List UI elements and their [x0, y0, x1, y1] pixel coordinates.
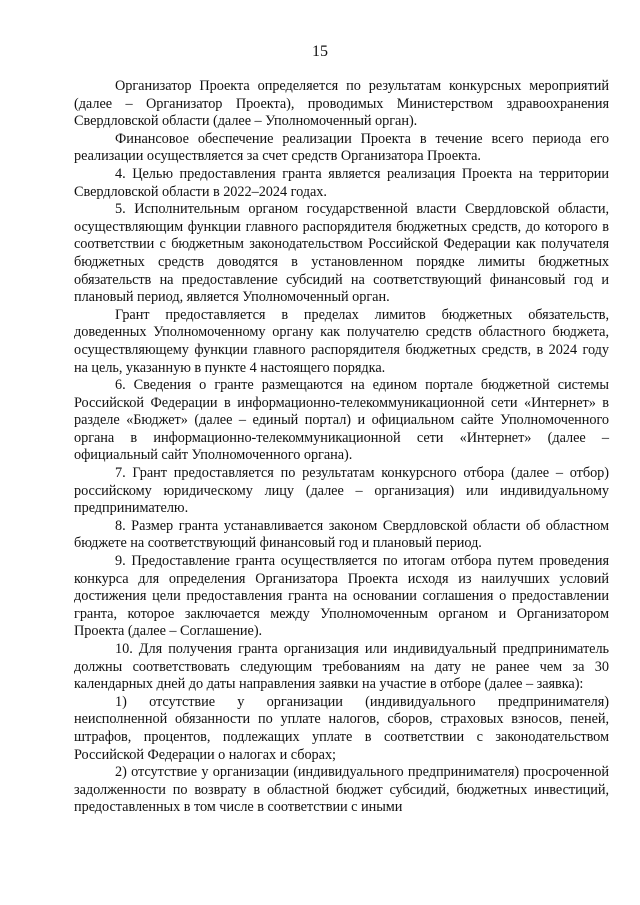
paragraph-subitem-1: 1) отсутствие у организации (индивидуального предпринимателя) неисполненной обязанности по уплате налогов, сборов, страховых взносов, пеней, штрафов, процентов, подлежащих уплате в соответствии с законодательством Российской Федерации о налогах и сборах;	[74, 693, 609, 763]
paragraph-item-9: 9. Предоставление гранта осуществляется по итогам отбора путем проведения конкурса для определения Организатора Проекта исходя из наилучших условий достижения цели предоставления гранта на основании соглашения о предоставлении гранта, которое заключается между Уполномоченным органом и Организатором Проекта (далее – Соглашение).	[74, 553, 609, 640]
paragraph-item-5: 5. Исполнительным органом государственной власти Свердловской области, осуществляющим функции главного распорядителя бюджетных средств, до которого в соответствии с бюджетным законодательством Российской Федерации как получателя бюджетных средств доводятся в установленном порядке лимиты бюджетных обязательств на предоставление субсидий на соответствующий финансовый год и плановый период, является Уполномоченный орган.	[74, 201, 609, 306]
paragraph-subitem-2: 2) отсутствие у организации (индивидуального предпринимателя) просроченной задолженности по возврату в областной бюджет субсидий, бюджетных инвестиций, предоставленных в том числе в соответствии с иными	[74, 764, 609, 816]
paragraph-item-6: 6. Сведения о гранте размещаются на едином портале бюджетной системы Российской Федерации в информационно-телекоммуникационной сети «Интернет» в разделе «Бюджет» (далее – единый портал) и официальном сайте Уполномоченного органа в информационно-телекоммуникационной сети «Интернет» (далее – официальный сайт Уполномоченного органа).	[74, 377, 609, 464]
paragraph-item-8: 8. Размер гранта устанавливается законом Свердловской области об областном бюджете на соответствующий финансовый год и плановый период.	[74, 517, 609, 552]
paragraph-project-organizer: Организатор Проекта определяется по результатам конкурсных мероприятий (далее – Организатор Проекта), проводимых Министерством здравоохранения Свердловской области (далее – Уполномоченный орган).	[74, 78, 609, 130]
paragraph-item-10: 10. Для получения гранта организация или индивидуальный предприниматель должны соответствовать следующим требованиям на дату не ранее чем за 30 календарных дней до даты направления заявки на участие в отборе (далее – заявка):	[74, 641, 609, 693]
paragraph-grant-limits: Грант предоставляется в пределах лимитов бюджетных обязательств, доведенных Уполномоченному органу как получателю средств областного бюджета, осуществляющему функции главного распорядителя бюджетных средств, в 2024 году на цель, указанную в пункте 4 настоящего порядка.	[74, 306, 609, 376]
paragraph-item-4: 4. Целью предоставления гранта является реализация Проекта на территории Свердловской области в 2022–2024 годах.	[74, 165, 609, 200]
page-number: 15	[312, 43, 328, 60]
document-body	[74, 78, 609, 817]
paragraph-financial-support: Финансовое обеспечение реализации Проекта в течение всего периода его реализации осуществляется за счет средств Организатора Проекта.	[74, 130, 609, 165]
paragraph-item-7: 7. Грант предоставляется по результатам конкурсного отбора (далее – отбор) российскому юридическому лицу (далее – организация) или индивидуальному предпринимателю.	[74, 465, 609, 517]
